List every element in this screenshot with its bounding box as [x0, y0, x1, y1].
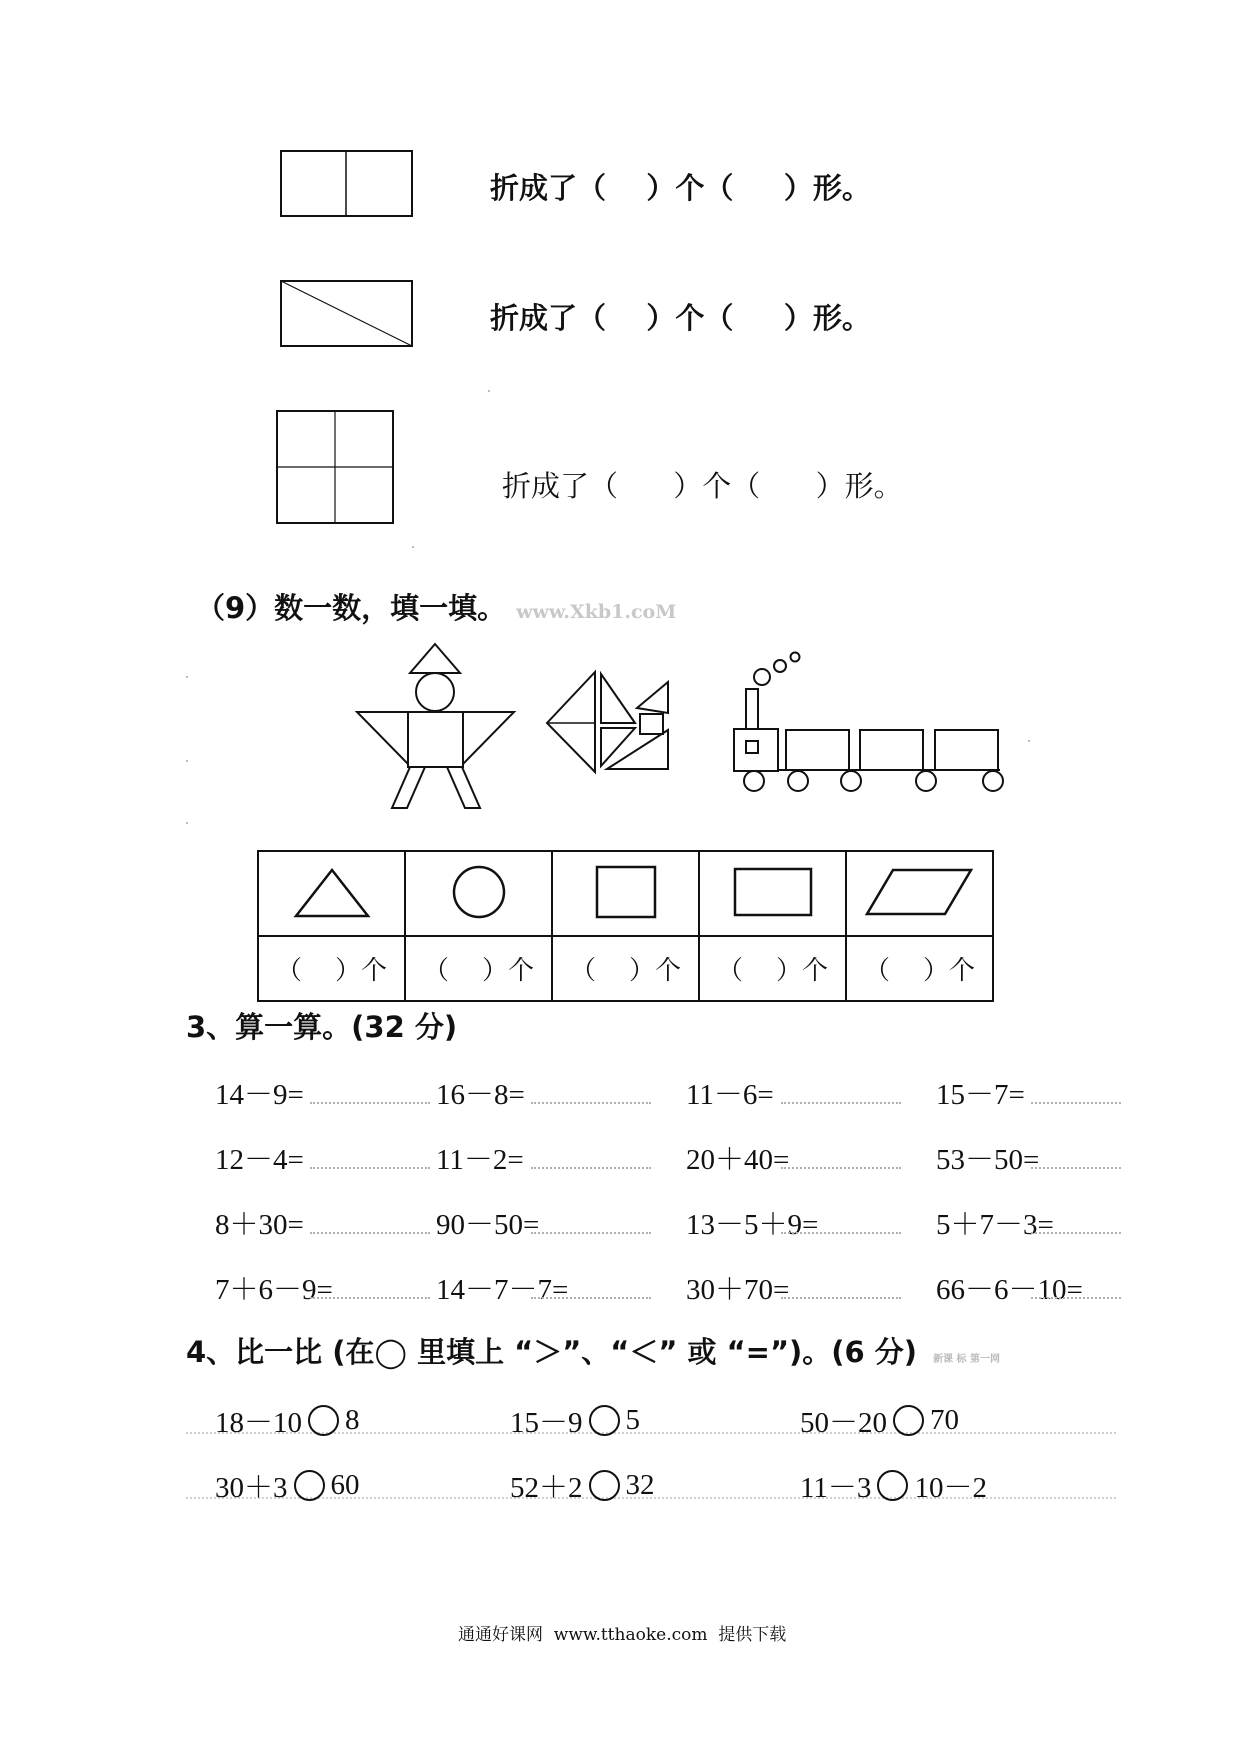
fold-figure-rect-diagonal: [280, 280, 414, 354]
compare-right: 70: [930, 1404, 960, 1436]
robot-figure: [355, 640, 520, 819]
answer-blank[interactable]: [310, 1295, 430, 1299]
fold-square-quarters-icon: [276, 410, 396, 526]
answer-blank[interactable]: [1031, 1100, 1121, 1104]
compare-right: 8: [345, 1404, 360, 1436]
compare-circle-blank[interactable]: [589, 1405, 620, 1436]
blank-circle-count[interactable]: （ ）个: [405, 936, 552, 1001]
compare-left: 52＋2: [510, 1472, 583, 1504]
cell-rectangle: [699, 851, 846, 936]
train-shapes-icon: [730, 642, 1015, 792]
compare-circle-blank[interactable]: [893, 1405, 924, 1436]
answer-blank[interactable]: [781, 1100, 901, 1104]
compare-left: 15－9: [510, 1407, 583, 1439]
table-row-blanks: [258, 936, 993, 1001]
calc-expression: 11－2=: [436, 1144, 524, 1176]
calc-expression: 53－50=: [936, 1144, 1040, 1176]
answer-blank[interactable]: [310, 1165, 430, 1169]
answer-blank[interactable]: [1031, 1295, 1121, 1299]
compare-circle-blank[interactable]: [294, 1470, 325, 1501]
compare-left: 50－20: [800, 1407, 888, 1439]
calc-expression: 14－9=: [215, 1079, 304, 1111]
cell-square: [552, 851, 699, 936]
calc-expression: 8＋30=: [215, 1209, 304, 1241]
compare-item: [510, 1400, 640, 1441]
compare-right: 32: [625, 1469, 655, 1501]
calc-expression: 15－7=: [936, 1079, 1025, 1111]
train-figure: [730, 642, 1015, 796]
q9-heading-line: [196, 586, 676, 627]
answer-blank[interactable]: [781, 1295, 901, 1299]
compare-left: 18－10: [215, 1407, 303, 1439]
q9-heading: （9）数一数，填一填。: [196, 591, 507, 625]
cell-triangle: [258, 851, 405, 936]
fold-rect-diagonal-icon: [280, 280, 414, 350]
blank-triangle-count[interactable]: （ ）个: [258, 936, 405, 1001]
answer-blank[interactable]: [1031, 1230, 1121, 1234]
answer-blank[interactable]: [781, 1165, 901, 1169]
fold-text-1: 折成了（ ）个（ ）形。: [490, 171, 871, 205]
calc-expression: 90－50=: [436, 1209, 540, 1241]
fold-figure-rect-vertical: [280, 150, 414, 224]
scan-speck: [412, 546, 414, 548]
cell-parallelogram: [846, 851, 993, 936]
q4-heading: 4、比一比 (在◯ 里填上 “＞”、“＜” 或 “=”)。(6 分): [186, 1335, 918, 1369]
calc-expression: 5＋7－3=: [936, 1209, 1054, 1241]
compare-right: 60: [330, 1469, 360, 1501]
blank-rectangle-count[interactable]: （ ）个: [699, 936, 846, 1001]
q4-heading-line: [186, 1330, 1000, 1371]
answer-blank[interactable]: [531, 1165, 651, 1169]
fold-rect-vertical-icon: [280, 150, 414, 220]
answer-blank[interactable]: [531, 1295, 651, 1299]
fish-tangram-icon: [545, 668, 670, 778]
calc-expression: 12－4=: [215, 1144, 304, 1176]
calc-expression: 14－7－7=: [436, 1274, 569, 1306]
watermark-text: www.Xkb1.coM: [516, 601, 677, 623]
answer-blank[interactable]: [531, 1100, 651, 1104]
answer-blank[interactable]: [531, 1230, 651, 1234]
scan-speck: [186, 822, 188, 824]
blank-parallelogram-count[interactable]: （ ）个: [846, 936, 993, 1001]
compare-circle-blank[interactable]: [589, 1470, 620, 1501]
answer-blank[interactable]: [310, 1100, 430, 1104]
compare-circle-blank[interactable]: [308, 1405, 339, 1436]
fold-text-2: 折成了（ ）个（ ）形。: [490, 301, 871, 335]
compare-right: 5: [625, 1404, 641, 1436]
circle-icon: [449, 863, 509, 921]
q4-small-note: 新课 标 第一网: [933, 1354, 1001, 1365]
compare-right: 10－2: [914, 1472, 987, 1504]
calc-expression: 66－6－10=: [936, 1274, 1083, 1306]
compare-item: [215, 1465, 360, 1506]
answer-blank[interactable]: [1031, 1165, 1121, 1169]
footer-text: 通通好课网 www.tthaoke.com 提供下载: [458, 1625, 787, 1645]
fold-text-3: 折成了（ ）个（ ）形。: [502, 469, 903, 503]
shape-count-table: [257, 850, 994, 1002]
compare-item: [800, 1400, 959, 1441]
table-row-shapes: [258, 851, 993, 936]
calc-expression: 13－5＋9=: [686, 1209, 819, 1241]
calc-expression: 11－6=: [686, 1079, 774, 1111]
compare-left: 30＋3: [215, 1472, 288, 1504]
cell-circle: [405, 851, 552, 936]
scan-speck: [186, 760, 188, 762]
answer-blank[interactable]: [310, 1230, 430, 1234]
fish-figure: [545, 668, 670, 782]
scan-speck: [1028, 740, 1030, 742]
answer-blank[interactable]: [781, 1230, 901, 1234]
robot-tangram-icon: [355, 640, 520, 815]
q3-heading: 3、算一算。(32 分): [186, 1010, 458, 1044]
compare-item: [800, 1465, 987, 1506]
scan-speck: [488, 390, 490, 392]
calc-expression: 30＋70=: [686, 1274, 790, 1306]
compare-item: [510, 1465, 655, 1506]
compare-item: [215, 1400, 360, 1441]
parallelogram-icon: [865, 866, 975, 918]
calc-expression: 20＋40=: [686, 1144, 790, 1176]
square-icon: [595, 865, 657, 919]
fold-figure-square-quarters: [276, 410, 396, 530]
calc-expression: 7＋6－9=: [215, 1274, 333, 1306]
calc-expression: 16－8=: [436, 1079, 525, 1111]
compare-left: 11－3: [800, 1472, 872, 1504]
scan-speck: [186, 676, 188, 678]
compare-circle-blank[interactable]: [877, 1470, 908, 1501]
triangle-icon: [292, 864, 372, 920]
rectangle-icon: [733, 865, 813, 919]
blank-square-count[interactable]: （ ）个: [552, 936, 699, 1001]
